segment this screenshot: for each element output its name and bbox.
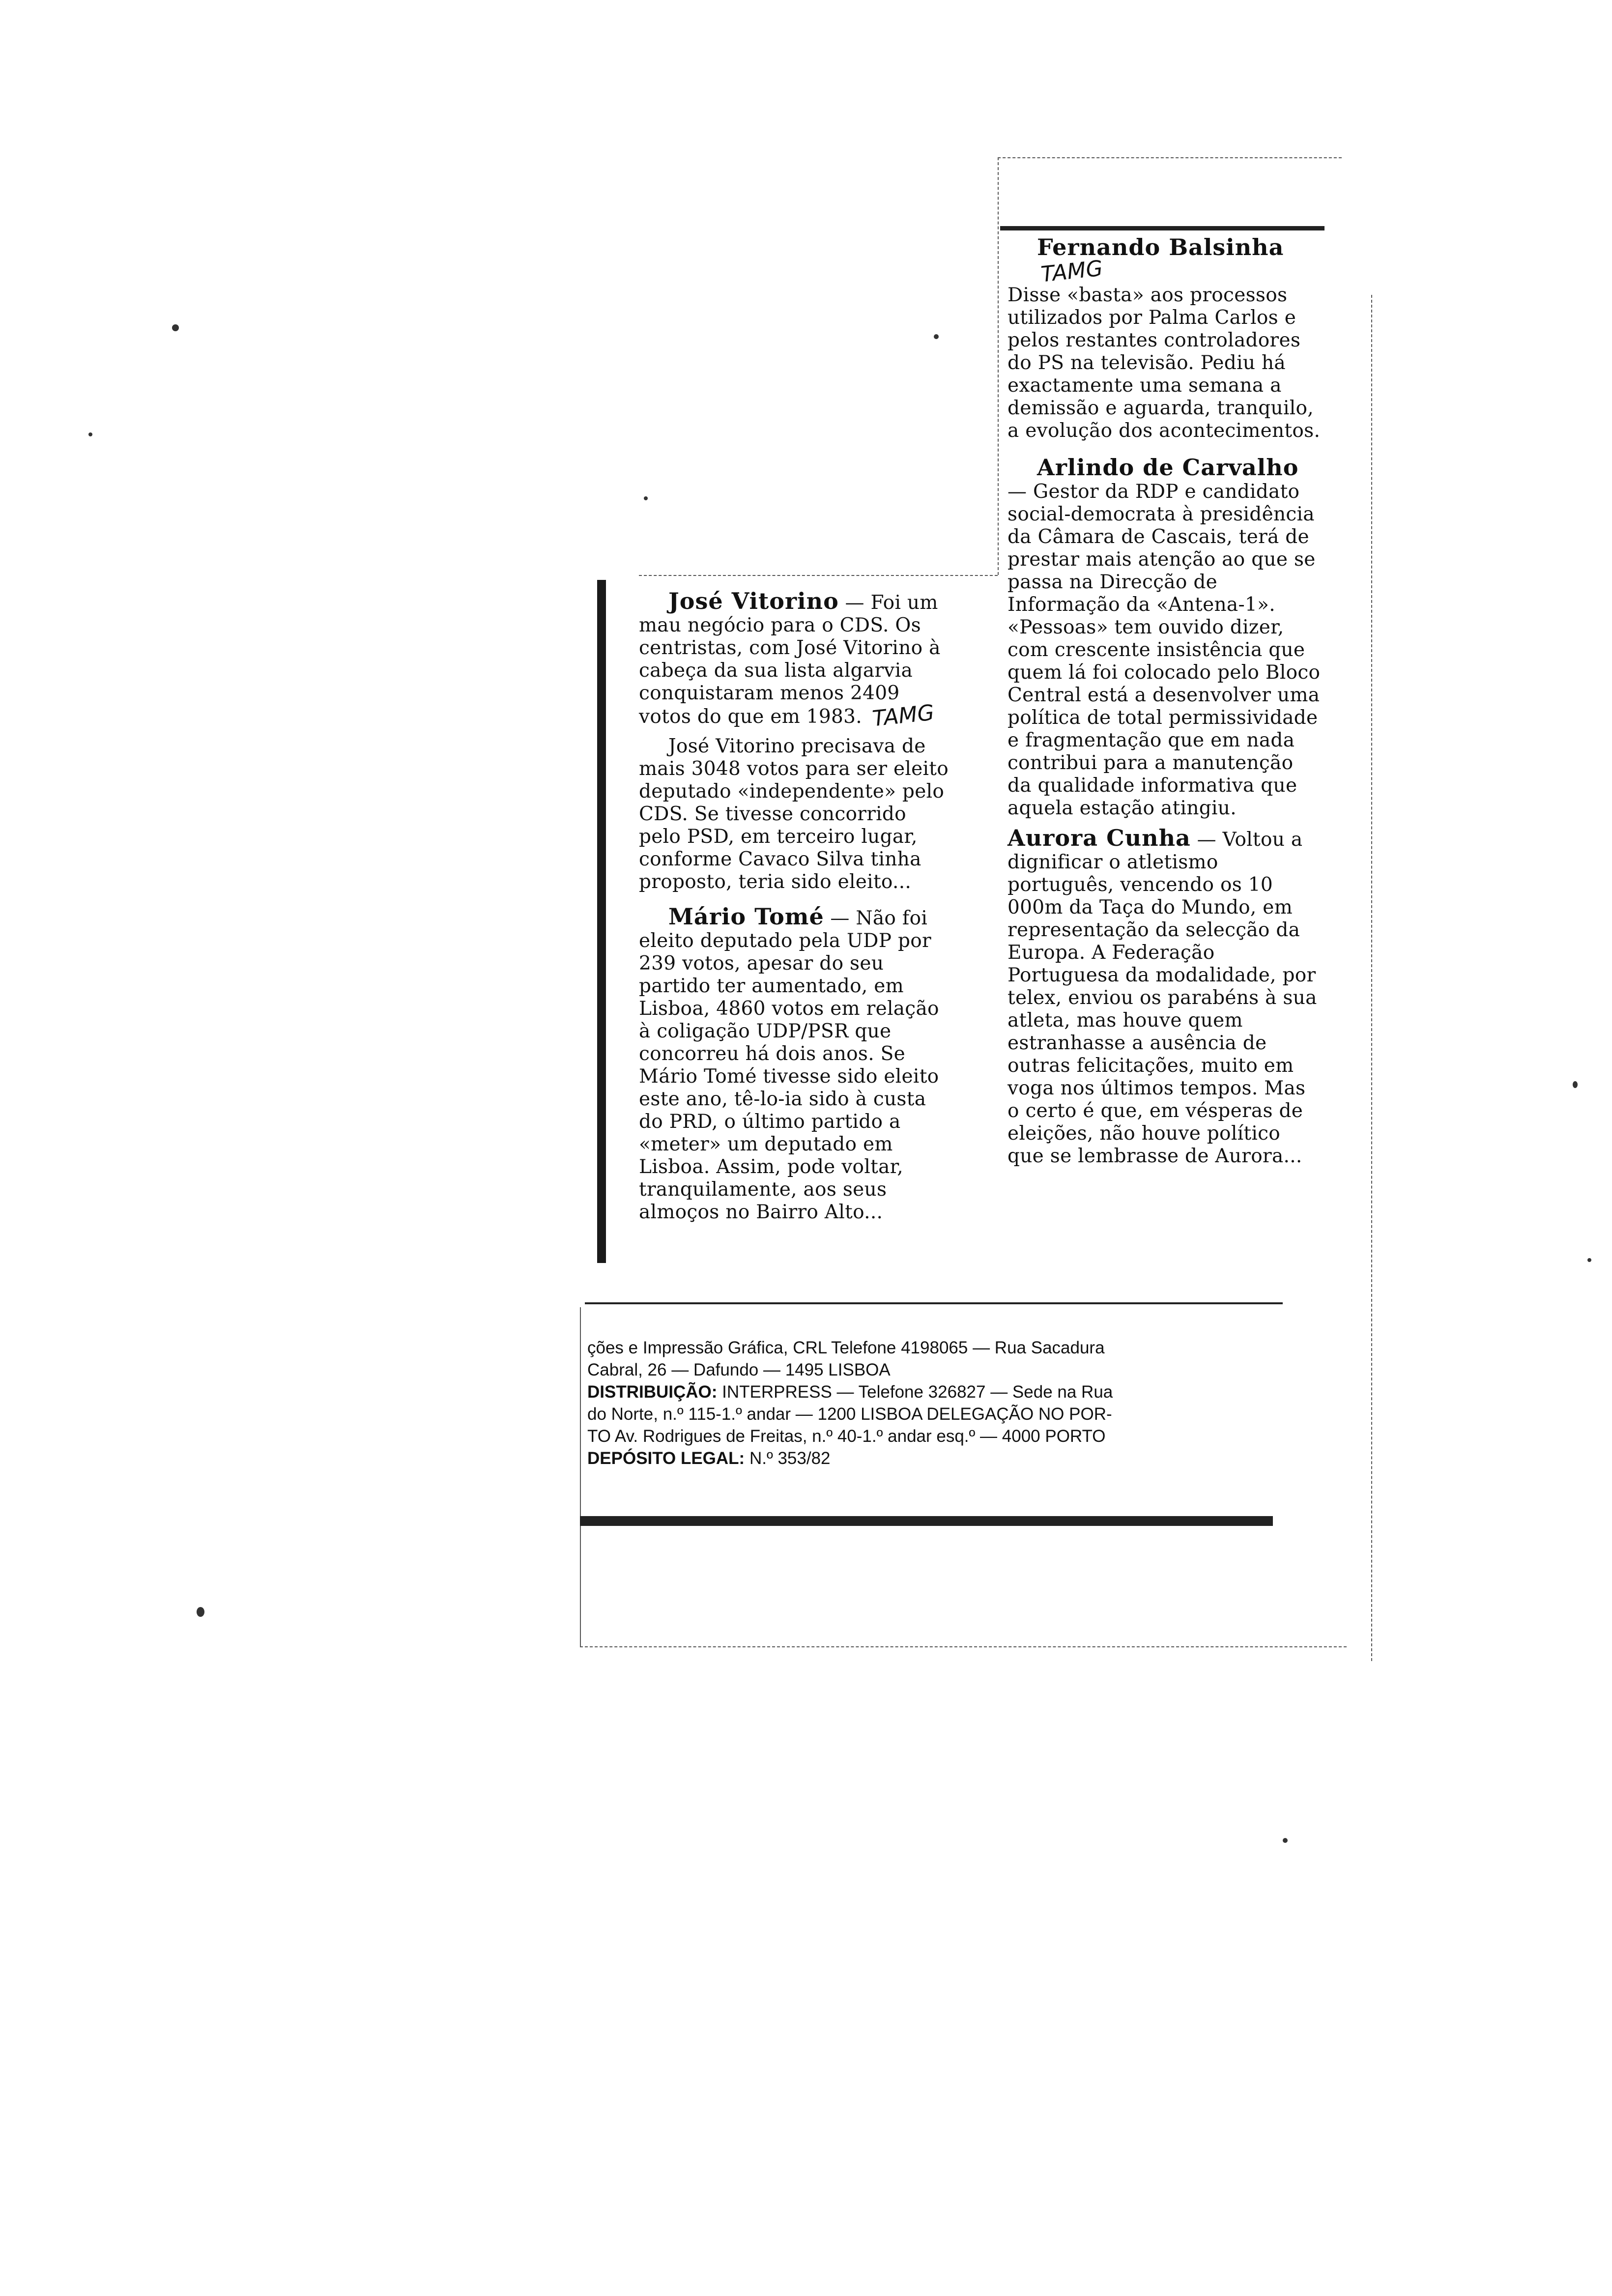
colophon-line: TO Av. Rodrigues de Freitas, n.º 40-1.º andar esq.º — 4000 PORTO	[587, 1427, 1106, 1446]
left-column	[639, 590, 953, 1231]
clipping-outline-left-lower	[580, 1307, 581, 1646]
clipping-outline-bottom	[580, 1646, 1347, 1647]
article-heading: Arlindo de Carvalho	[1037, 454, 1299, 481]
colophon-deposit	[587, 1447, 1275, 1469]
article-mario-tome	[639, 905, 953, 1224]
colophon-line: do Norte, n.º 115-1.º andar — 1200 LISBOA DELEGAÇÃO NO POR-	[587, 1405, 1112, 1424]
left-margin-bar	[597, 580, 606, 1263]
colophon-line: N.º 353/82	[745, 1449, 831, 1468]
article-body: — Gestor da RDP e candidato social-democrata à presidência da Câmara de Cascais, terá de prestar mais atenção ao que se passa na Direcção de Informação da «Antena-1». «Pessoas» tem ouvido dizer, com crescente insistência que quem lá foi colocado pelo Bloco Central está a desenvolver uma política de total permissividade e fragmentação que em nada contribui para a manutenção da qualidade informativa que aquela estação atingiu.	[1008, 481, 1321, 819]
article-body: — Voltou a dignificar o atletismo português, vencendo os 10 000m da Taça do Mundo, em representação da selecção da Europa. A Federação Portuguesa da modalidade, por telex, enviou os parabéns à sua atleta, mas houve quem estranhasse a ausência de outras felicitações, muito em voga nos últimos tempos. Mas o certo é que, em vésperas de eleições, não houve político que se lembrasse de Aurora...	[1008, 829, 1317, 1167]
article-heading: Mário Tomé	[668, 903, 824, 930]
scan-speck	[1283, 1838, 1288, 1843]
article-heading: José Vitorino	[668, 588, 839, 614]
right-column	[1008, 236, 1322, 1175]
article-heading: Fernando Balsinha	[1037, 234, 1284, 260]
colophon	[587, 1337, 1275, 1469]
clipping-outline-left-upper	[998, 157, 999, 575]
scan-speck	[88, 432, 92, 436]
scan-speck	[1587, 1258, 1591, 1262]
article-fernando-balsinha	[1008, 236, 1322, 442]
clipping-outline-right	[1371, 295, 1372, 1661]
scan-speck	[1573, 1081, 1578, 1088]
colophon-bottom-rule	[580, 1516, 1273, 1526]
article-heading: Aurora Cunha	[1008, 825, 1191, 851]
clipping-outline-top-right	[998, 157, 1342, 158]
colophon-line: Cabral, 26 — Dafundo — 1495 LISBOA	[587, 1360, 891, 1379]
article-jose-vitorino	[639, 590, 953, 893]
column-rule-top	[1000, 226, 1324, 230]
article-body: — Não foi eleito deputado pela UDP por 239 votos, apesar do seu partido ter aumentado, em Lisboa, 4860 votos em relação à coligação UDP/PSR que concorreu há dois anos. Se Mário Tomé tivesse sido eleito este ano, tê-lo-ia sido à custa do PRD, o último partido a «meter» um deputado em Lisboa. Assim, pode voltar, tranquilamente, aos seus almoços no Bairro Alto...	[639, 907, 939, 1223]
scan-speck	[934, 334, 939, 339]
colophon-distribution	[587, 1381, 1275, 1403]
article-body-continued: José Vitorino precisava de mais 3048 votos para ser eleito deputado «independente» pelo CDS. Se tivesse concorrido pelo PSD, em terceiro lugar, conforme Cavaco Silva tinha proposto, teria sido eleito...	[639, 735, 949, 893]
distribution-label: DISTRIBUIÇÃO:	[587, 1382, 718, 1402]
deposit-label: DEPÓSITO LEGAL:	[587, 1449, 745, 1468]
scan-speck	[197, 1607, 204, 1617]
article-arlindo-de-carvalho	[1008, 456, 1322, 820]
scan-speck	[172, 324, 179, 331]
article-body: Disse «basta» aos processos utilizados por Palma Carlos e pelos restantes controladores do PS na televisão. Pediu há exactamente uma semana a demissão e aguarda, tranquilo, a evolução dos acontecimentos.	[1008, 284, 1321, 442]
handwritten-signature: TAMG	[1039, 256, 1104, 287]
clipping-outline-step	[639, 575, 998, 576]
handwritten-signature: TAMG	[871, 700, 936, 732]
colophon-top-rule	[585, 1302, 1283, 1304]
scan-speck	[644, 496, 648, 500]
colophon-line: ções e Impressão Gráfica, CRL Telefone 4198065 — Rua Sacadura	[587, 1338, 1105, 1357]
article-body: — Foi um mau negócio para o CDS. Os centristas, com José Vitorino à cabeça da sua lista algarvia conquistaram menos 2409 votos do que em 1983.	[639, 592, 941, 728]
article-aurora-cunha	[1008, 827, 1322, 1168]
colophon-line: INTERPRESS — Telefone 326827 — Sede na Rua	[717, 1382, 1113, 1402]
